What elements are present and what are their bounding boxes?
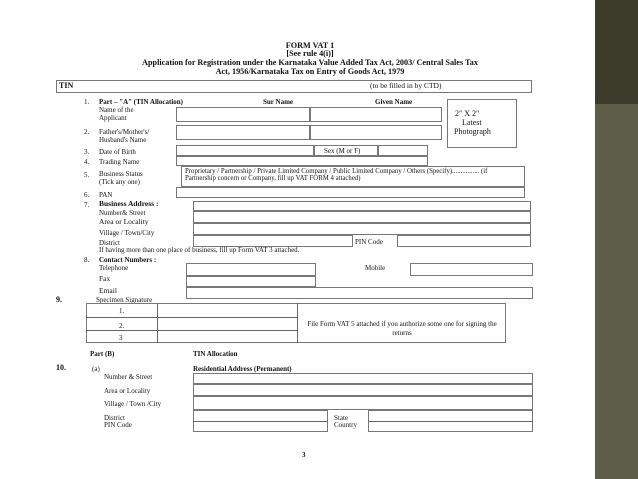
- form-title: FORM VAT 1: [285, 41, 335, 50]
- item-6-number: 6.: [84, 191, 90, 199]
- item-2-number: 2.: [84, 128, 90, 136]
- sidebar-band: [595, 0, 638, 104]
- business-street-field[interactable]: [193, 201, 531, 211]
- fax-label: Fax: [99, 274, 111, 283]
- tin-note: (to be filled in by CTD): [370, 81, 442, 90]
- business-street-field-2[interactable]: [193, 211, 531, 223]
- signature-1-field[interactable]: [158, 304, 297, 317]
- sex-label: Sex (M or F): [324, 147, 361, 155]
- item-10a: (a): [92, 365, 100, 373]
- res-pin-label: PIN Code: [104, 421, 132, 429]
- res-number-street-label: Number & Street: [104, 373, 153, 381]
- given-name-field[interactable]: [310, 107, 442, 122]
- part-a-title: Part – "A" (TIN Allocation): [99, 98, 183, 106]
- item-7-number: 7.: [84, 201, 90, 209]
- given-name-label: Given Name: [375, 98, 413, 106]
- photo-label: Photograph: [454, 127, 491, 136]
- res-area-label: Area or Locality: [104, 387, 151, 395]
- form-heading-line1: Application for Registration under the Karnataka Value Added Tax Act, 2003/ Central Sales Tax: [142, 58, 478, 67]
- signature-row-2: 2.: [119, 322, 125, 330]
- part-b-tin-allocation: TIN Allocation: [193, 350, 238, 358]
- signature-2-field[interactable]: [158, 318, 297, 330]
- surname-field[interactable]: [176, 107, 310, 122]
- trading-name-label: Trading Name: [99, 158, 140, 166]
- specimen-signature-title: Specimen Signature: [96, 296, 153, 304]
- surname-label: Sur Name: [263, 98, 294, 106]
- fax-field[interactable]: [186, 276, 316, 287]
- res-country-label: Country: [334, 421, 357, 429]
- res-street-field[interactable]: [193, 373, 533, 384]
- part-b-label: Part (B): [90, 350, 115, 358]
- district-label: District: [99, 239, 120, 247]
- applicant-name-label-1: Name of the: [99, 106, 134, 114]
- signature-3-field[interactable]: [158, 331, 297, 343]
- res-district-pin-divider: [193, 421, 328, 422]
- trading-name-field[interactable]: [176, 155, 428, 166]
- res-district-label: District: [104, 414, 125, 422]
- item-8-number: 8.: [84, 256, 90, 264]
- slide-sidebar: [595, 0, 638, 479]
- pan-field[interactable]: [176, 187, 525, 198]
- more-places-note: If having more than one place of business, fill up Form VAT 3 attached.: [99, 246, 300, 254]
- business-status-options[interactable]: [181, 166, 525, 187]
- mobile-label: Mobile: [365, 264, 386, 272]
- item-9-number: 9.: [56, 295, 62, 304]
- res-state-country-divider: [368, 421, 533, 422]
- signature-note: File Form VAT 5 attached if you authorize some one for signing the returns: [307, 320, 497, 337]
- business-status-label-1: Business Status: [99, 170, 143, 178]
- telephone-field[interactable]: [186, 263, 316, 276]
- contact-numbers-title: Contact Numbers :: [99, 256, 157, 264]
- item-5-number: 5.: [84, 171, 90, 179]
- item-4-number: 4.: [84, 158, 90, 166]
- applicant-name-label-2: Applicant: [99, 114, 127, 122]
- father-given-name-field[interactable]: [310, 125, 442, 140]
- area-label: Area or Locality: [99, 217, 149, 226]
- father-label-2: Husband's Name: [99, 136, 147, 144]
- res-village-label: Village / Town /City: [104, 400, 162, 408]
- business-address-title: Business Address :: [99, 199, 159, 208]
- item-3-number: 3.: [84, 148, 90, 156]
- business-area-field[interactable]: [193, 223, 531, 235]
- signature-row-1: 1.: [119, 307, 125, 315]
- number-street-label: Number& Street: [99, 209, 146, 217]
- form-rule: [See rule 4(i)]: [286, 49, 334, 58]
- business-status-options-text: Proprietary / Partnership / Private Limited Company / Public Limited Company / Others (Specify)................ (if Partnership concern or Company, fill up VAT FORM 4 attached): [185, 168, 488, 183]
- business-status-label-2: (Tick any one): [99, 178, 140, 186]
- signature-col-divider-2: [297, 303, 298, 343]
- pin-code-label: PIN Code: [355, 238, 383, 246]
- photograph-box[interactable]: [447, 99, 517, 148]
- item-1-number: 1.: [84, 98, 90, 106]
- email-field[interactable]: [186, 287, 533, 299]
- telephone-label: Telephone: [99, 264, 129, 272]
- form-heading-line2: Act, 1956/Karnataka Tax on Entry of Goods Act, 1979: [215, 67, 405, 76]
- page-number: 3: [302, 451, 306, 459]
- tin-field[interactable]: [56, 80, 532, 93]
- pan-label: PAN: [99, 191, 113, 199]
- res-area-field[interactable]: [193, 384, 533, 396]
- photo-latest: Latest: [462, 118, 482, 127]
- tin-label: TIN: [59, 81, 74, 90]
- res-village-field[interactable]: [193, 396, 533, 410]
- father-surname-field[interactable]: [176, 125, 310, 140]
- mobile-field[interactable]: [410, 263, 533, 276]
- email-label: Email: [99, 286, 117, 295]
- father-label-1: Father's/Mother's/: [99, 128, 150, 136]
- residential-address-title: Residential Address (Permanent): [193, 365, 292, 373]
- res-state-label: State: [334, 414, 348, 422]
- item-10-number: 10.: [56, 363, 66, 372]
- dob-label: Date of Birth: [99, 148, 136, 156]
- photo-size: 2" X 2": [455, 109, 480, 118]
- business-pin-field[interactable]: [397, 235, 531, 247]
- village-label: Village / Town/City: [99, 229, 155, 237]
- signature-row-3: 3: [119, 334, 123, 342]
